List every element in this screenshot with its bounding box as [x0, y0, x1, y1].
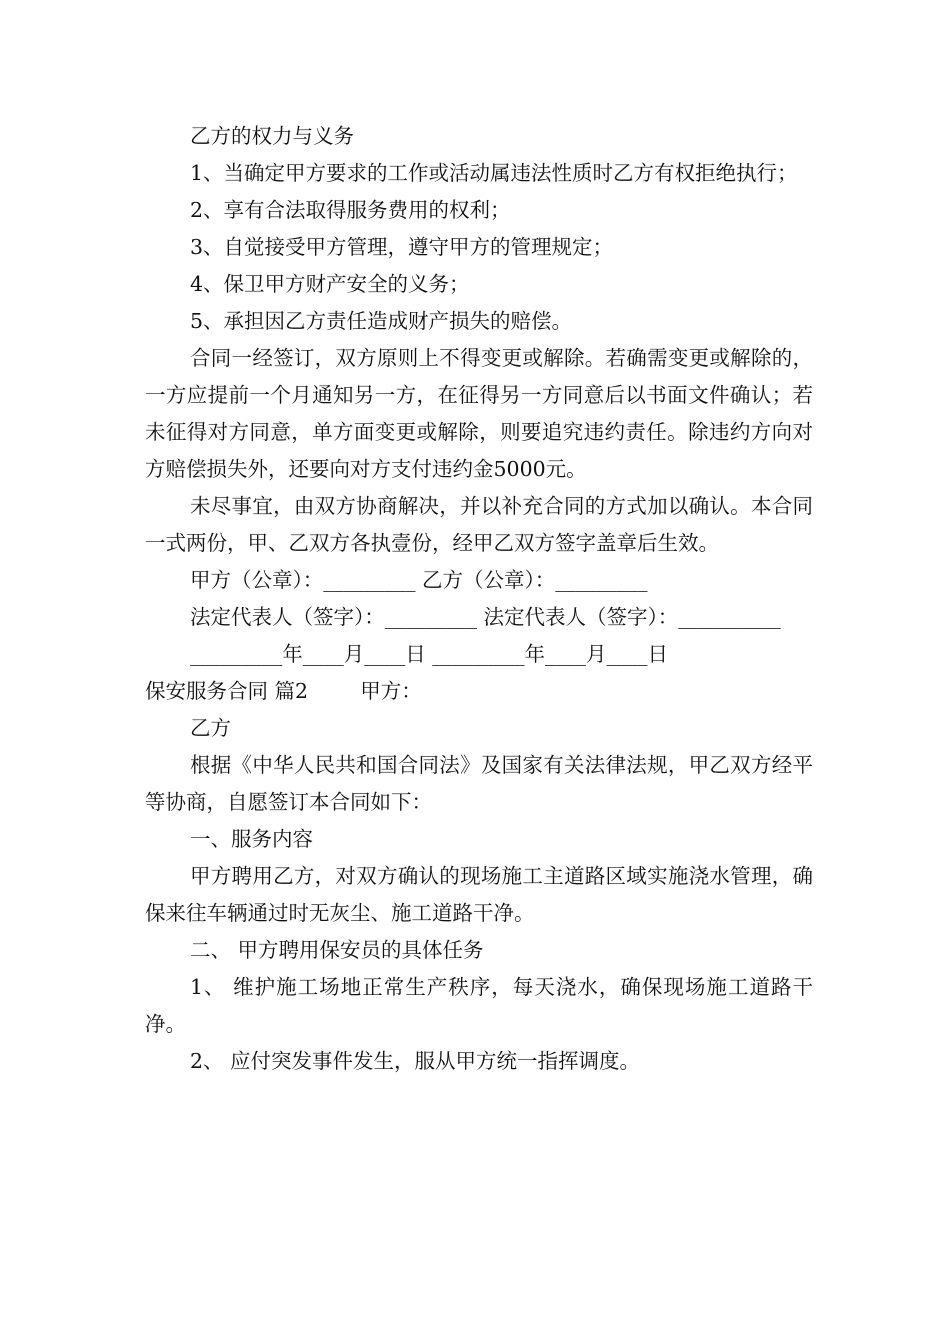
clause-item-2: 2、享有合法取得服务费用的权利； — [190, 198, 511, 222]
party-b-label: 乙方 — [190, 716, 231, 740]
section-heading-party-b-rights: 乙方的权力与义务 — [190, 124, 354, 148]
clause-item-1: 1、当确定甲方要求的工作或活动属违法性质时乙方有权拒绝执行； — [190, 161, 798, 185]
preamble-paragraph: 根据《中华人民共和国合同法》及国家有关法律法规，甲乙双方经平等协商，自愿签订本合同如下： — [145, 753, 813, 814]
service-content-paragraph: 甲方聘用乙方，对双方确认的现场施工主道路区域实施浇水管理，确保来往车辆通过时无灰尘、施工道路干净。 — [145, 864, 813, 925]
section-heading-specific-tasks: 二、 甲方聘用保安员的具体任务 — [190, 938, 484, 962]
legal-representative-line: 法定代表人（签字）：_________ 法定代表人（签字）：__________ — [190, 605, 781, 629]
unresolved-matters-paragraph: 未尽事宜，由双方协商解决，并以补充合同的方式加以确认。本合同一式两份，甲、乙双方各执壹份，经甲乙双方签字盖章后生效。 — [145, 494, 813, 555]
task-item-1: 1、 维护施工场地正常生产秩序，每天浇水，确保现场施工道路干净。 — [145, 975, 813, 1036]
section-heading-service-content: 一、服务内容 — [190, 827, 313, 851]
document-body — [145, 118, 813, 1080]
clause-item-5: 5、承担因乙方责任造成财产损失的赔偿。 — [190, 309, 573, 333]
clause-item-4: 4、保卫甲方财产安全的义务； — [190, 272, 470, 296]
seal-line: 甲方（公章）：_________ 乙方（公章）：_________ — [190, 568, 648, 592]
task-item-2: 2、 应付突发事件发生，服从甲方统一指挥调度。 — [190, 1049, 641, 1073]
clause-item-3: 3、自觉接受甲方管理，遵守甲方的管理规定； — [190, 235, 614, 259]
contract-change-paragraph: 合同一经签订，双方原则上不得变更或解除。若确需变更或解除的，一方应提前一个月通知另一方，在征得另一方同意后以书面文件确认；若未征得对方同意，单方面变更或解除，则要追究违约责任。除违约方向对方赔偿损失外，还要向对方支付违约金5000元。 — [145, 346, 813, 481]
contract-2-title: 保安服务合同 篇2 甲方： — [145, 679, 422, 703]
date-line: _________年____月____日 _________年____月____日 — [190, 642, 669, 666]
